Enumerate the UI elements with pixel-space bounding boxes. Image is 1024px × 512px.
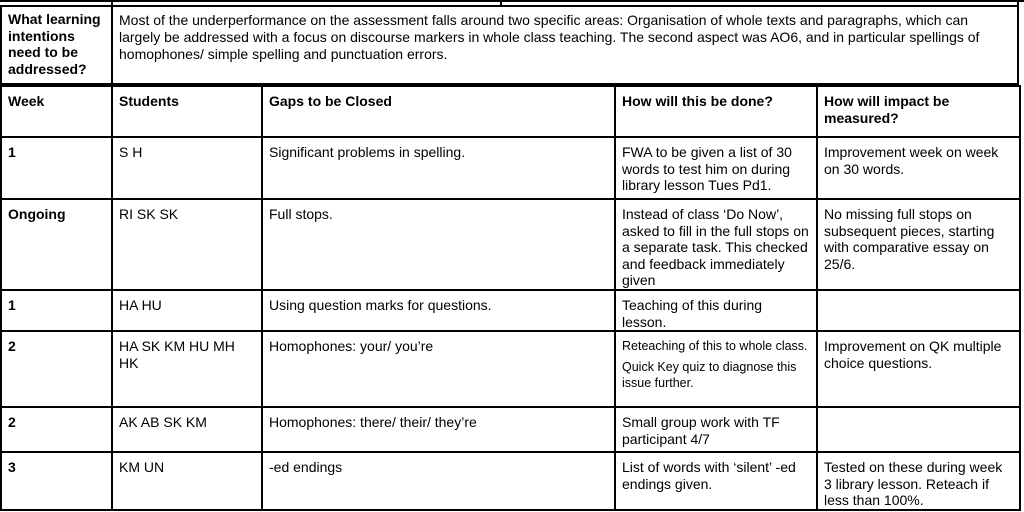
cell-impact: Tested on these during week 3 library lesson. Reteach if less than 100%. — [817, 452, 1020, 510]
learning-intentions-box — [0, 5, 1019, 85]
intervention-table — [0, 85, 1021, 511]
learning-intentions-answer: Most of the underperformance on the assessment falls around two specific areas: Organisation of whole texts and paragraphs, which can largely be addressed with a focus on discourse markers in whole class teaching. The second aspect was AO6, and in particular spellings of homophones/ simple spelling and punctuation errors. — [119, 12, 980, 62]
header-impact: How will impact be measured? — [817, 86, 1020, 137]
header-gaps: Gaps to be Closed — [262, 86, 615, 137]
cell-week: 2 — [1, 407, 112, 452]
cell-how: List of words with ‘silent’ -ed endings given. — [615, 452, 817, 510]
cell-how-line: Quick Key quiz to diagnose this issue further. — [622, 360, 797, 390]
cell-gaps: Significant problems in spelling. — [262, 137, 615, 199]
table-row — [1, 137, 1020, 199]
cell-impact: No missing full stops on subsequent pieces, starting with comparative essay on 25/6. — [817, 199, 1020, 290]
cell-students: AK AB SK KM — [112, 407, 262, 452]
cell-week: 2 — [1, 331, 112, 407]
cell-how: Instead of class ‘Do Now’, asked to fill in the full stops on a separate task. This checked and feedback immediately given — [615, 199, 817, 290]
cell-students: RI SK SK — [112, 199, 262, 290]
cell-week: 1 — [1, 290, 112, 331]
cell-how — [615, 331, 817, 407]
cell-impact — [817, 407, 1020, 452]
cell-students: HA HU — [112, 290, 262, 331]
cell-impact: Improvement week on week on 30 words. — [817, 137, 1020, 199]
cell-gaps: Homophones: your/ you’re — [262, 331, 615, 407]
table-row — [1, 331, 1020, 407]
cell-students: HA SK KM HU MH HK — [112, 331, 262, 407]
cell-week: 3 — [1, 452, 112, 510]
cell-how: Small group work with TF participant 4/7 — [615, 407, 817, 452]
cell-week: 1 — [1, 137, 112, 199]
table-row — [1, 199, 1020, 290]
header-week: Week — [1, 86, 112, 137]
cell-how: Teaching of this during lesson. — [615, 290, 817, 331]
cell-students: KM UN — [112, 452, 262, 510]
cell-gaps: -ed endings — [262, 452, 615, 510]
cell-week: Ongoing — [1, 199, 112, 290]
cell-students: S H — [112, 137, 262, 199]
learning-intentions-question: What learning intentions need to be addressed? — [2, 7, 113, 83]
header-students: Students — [112, 86, 262, 137]
cell-impact: Improvement on QK multiple choice questions. — [817, 331, 1020, 407]
header-how: How will this be done? — [615, 86, 817, 137]
cell-gaps: Full stops. — [262, 199, 615, 290]
cell-impact — [817, 290, 1020, 331]
cell-gaps: Homophones: there/ their/ they’re — [262, 407, 615, 452]
table-row — [1, 407, 1020, 452]
table-row — [1, 290, 1020, 331]
top-rule — [0, 0, 1024, 2]
table-row — [1, 452, 1020, 510]
cell-how-line: Reteaching of this to whole class. — [622, 339, 808, 353]
cell-how: FWA to be given a list of 30 words to test him on during library lesson Tues Pd1. — [615, 137, 817, 199]
table-header-row — [1, 86, 1020, 137]
cell-gaps: Using question marks for questions. — [262, 290, 615, 331]
